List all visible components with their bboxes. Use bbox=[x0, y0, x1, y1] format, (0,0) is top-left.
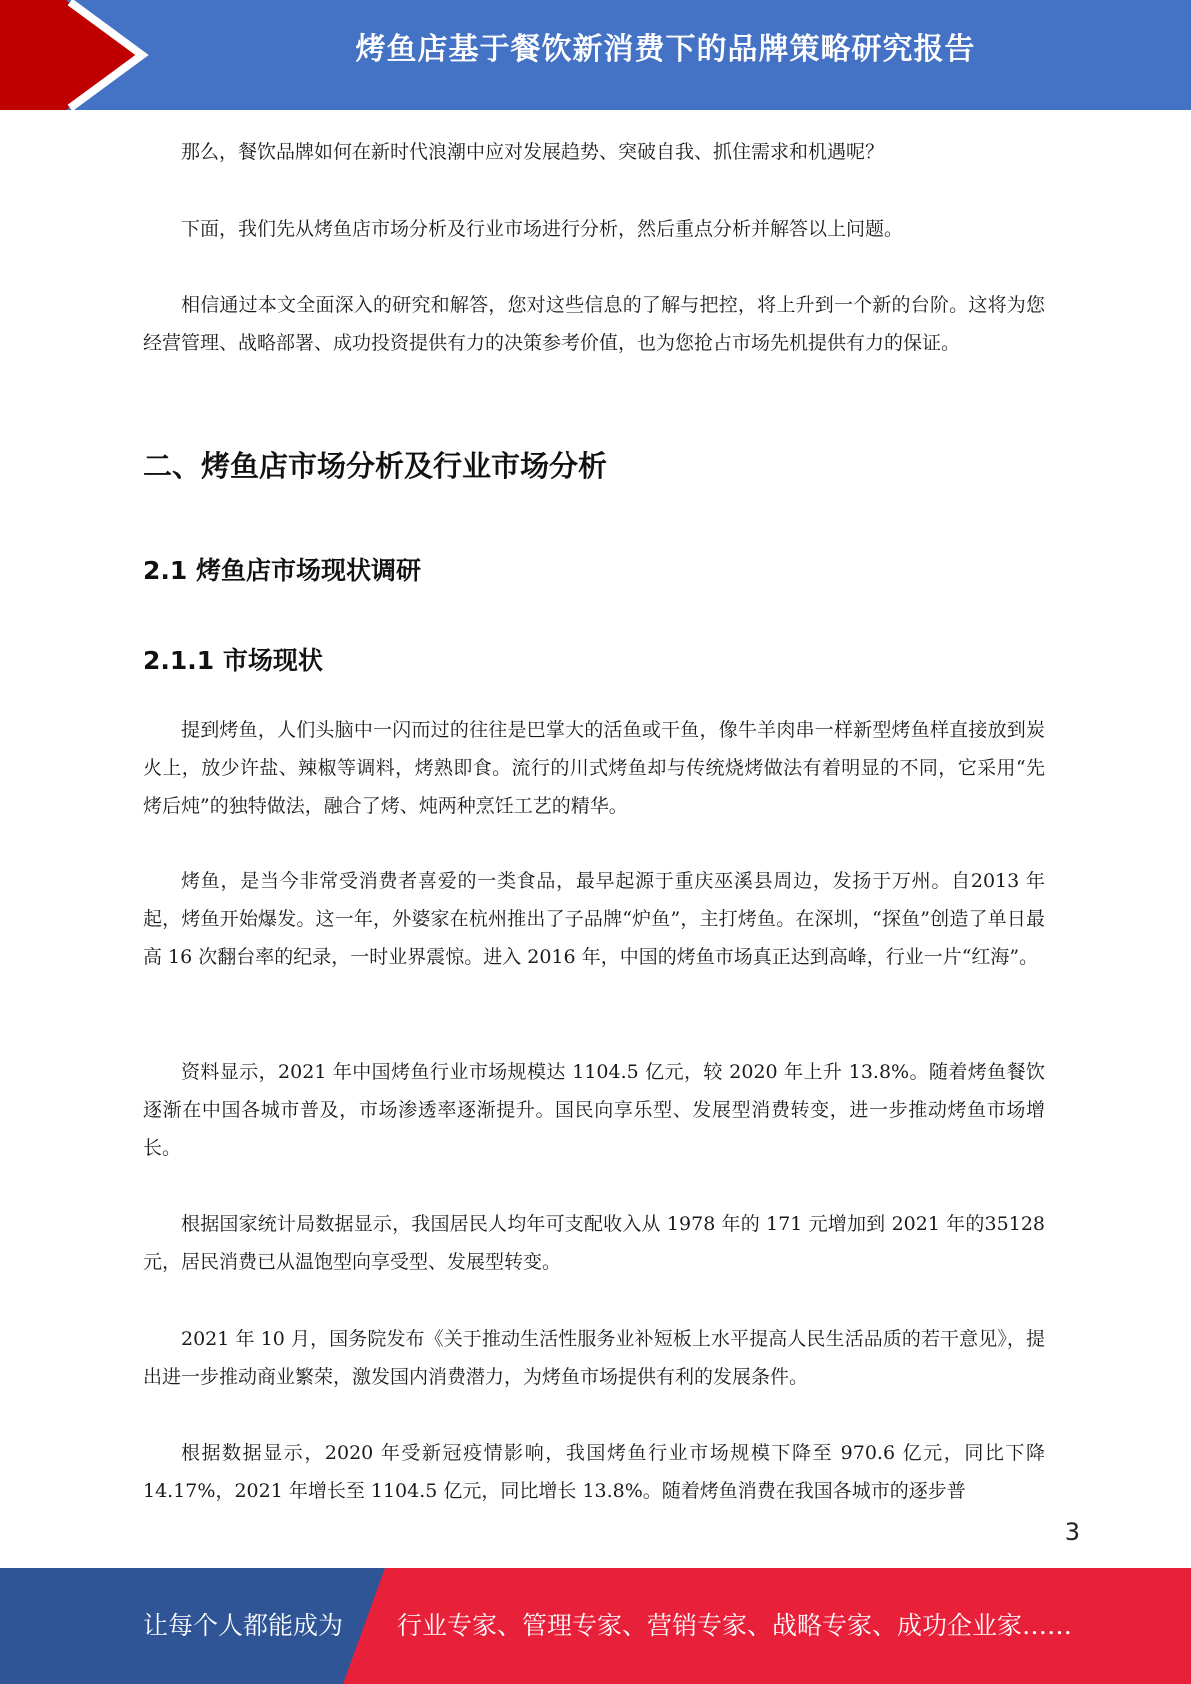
subsubsection-heading: 2.1.1 市场现状 bbox=[143, 646, 323, 675]
paragraph: 根据国家统计局数据显示，我国居民人均年可支配收入从 1978 年的 171 元增加到 2021 年的35128 元，居民消费已从温饱型向享受型、发展型转变。 bbox=[143, 1213, 1045, 1273]
section-heading: 二、烤鱼店市场分析及行业市场分析 bbox=[143, 449, 608, 483]
header-arrow-decoration bbox=[0, 0, 150, 110]
paragraph: 下面，我们先从烤鱼店市场分析及行业市场进行分析，然后重点分析并解答以上问题。 bbox=[181, 218, 904, 240]
subsection-heading: 2.1 烤鱼店市场现状调研 bbox=[143, 556, 421, 585]
page-number: 3 bbox=[1064, 1518, 1080, 1546]
paragraph: 资料显示，2021 年中国烤鱼行业市场规模达 1104.5 亿元，较 2020 年上升 13.8%。随着烤鱼餐饮逐渐在中国各城市普及，市场渗透率逐渐提升。国民向享乐型、发展型消费转变，进一步推动烤鱼市场增长。 bbox=[143, 1061, 1045, 1159]
paragraph: 相信通过本文全面深入的研究和解答，您对这些信息的了解与把控，将上升到一个新的台阶。这将为您经营管理、战略部署、成功投资提供有力的决策参考价值，也为您抢占市场先机提供有力的保证。 bbox=[143, 294, 1045, 354]
footer-slogan-right: 行业专家、管理专家、营销专家、战略专家、成功企业家…… bbox=[397, 1611, 1073, 1640]
paragraph: 那么，餐饮品牌如何在新时代浪潮中应对发展趋势、突破自我、抓住需求和机遇呢？ bbox=[181, 141, 885, 163]
report-title: 烤鱼店基于餐饮新消费下的品牌策略研究报告 bbox=[355, 32, 976, 67]
footer-banner bbox=[0, 1568, 1191, 1684]
paragraph: 根据数据显示，2020 年受新冠疫情影响，我国烤鱼行业市场规模下降至 970.6 亿元，同比下降 14.17%，2021 年增长至 1104.5 亿元，同比增长 13.8%。随着烤鱼消费在我国各城市的逐步普 bbox=[143, 1442, 1045, 1502]
footer-slogan-left: 让每个人都能成为 bbox=[143, 1611, 344, 1640]
paragraph: 2021 年 10 月，国务院发布《关于推动生活性服务业补短板上水平提高人民生活品质的若干意见》，提出进一步推动商业繁荣，激发国内消费潜力，为烤鱼市场提供有利的发展条件。 bbox=[143, 1328, 1045, 1388]
paragraph: 提到烤鱼，人们头脑中一闪而过的往往是巴掌大的活鱼或干鱼，像牛羊肉串一样新型烤鱼样直接放到炭火上，放少许盐、辣椒等调料，烤熟即食。流行的川式烤鱼却与传统烧烤做法有着明显的不同，它采用“先烤后炖”的独特做法，融合了烤、炖两种烹饪工艺的精华。 bbox=[143, 719, 1045, 817]
paragraph: 烤鱼，是当今非常受消费者喜爱的一类食品，最早起源于重庆巫溪县周边，发扬于万州。自2013 年起，烤鱼开始爆发。这一年，外婆家在杭州推出了子品牌“炉鱼”，主打烤鱼。在深圳，“探鱼”创造了单日最高 16 次翻台率的纪录，一时业界震惊。进入 2016 年，中国的烤鱼市场真正达到高峰，行业一片“红海”。 bbox=[143, 870, 1045, 968]
